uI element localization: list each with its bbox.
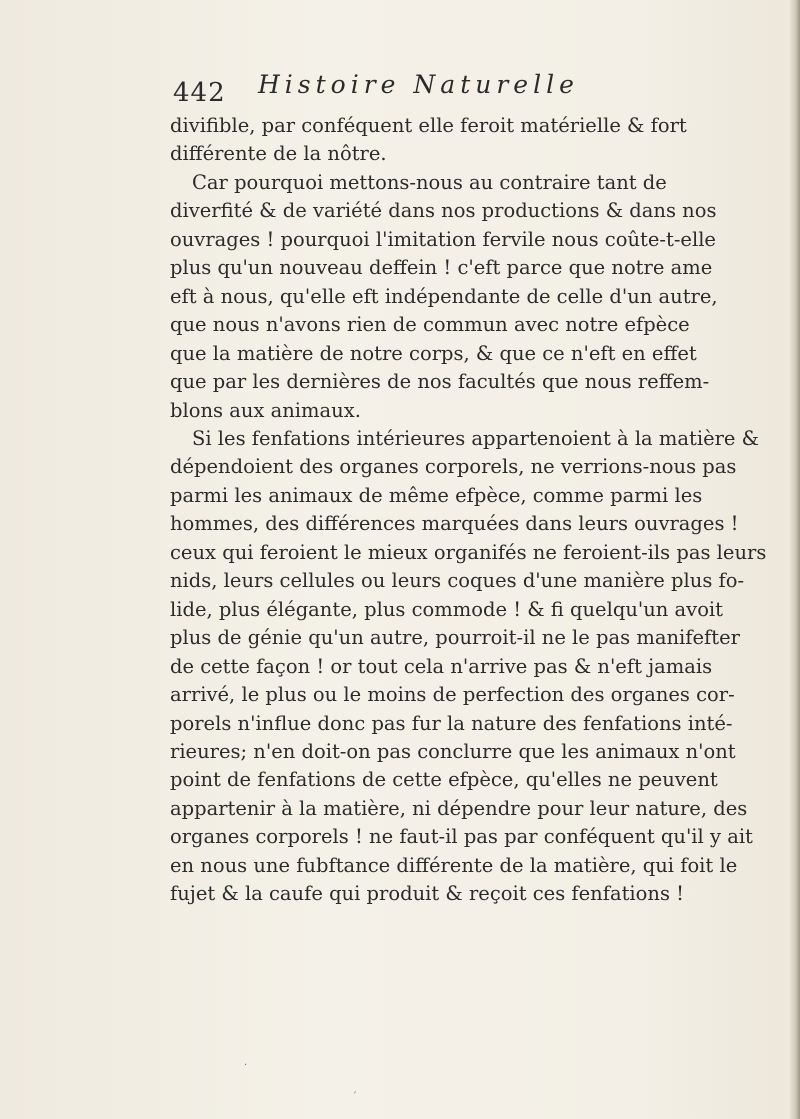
paper-speck: · (244, 1060, 248, 1071)
text-line: en nous une fubftance différente de la matière, qui foit le (170, 853, 738, 877)
text-line: fujet & la caufe qui produit & reçoit ces fenfations ! (170, 882, 684, 906)
text-line: nids, leurs cellules ou leurs coques d'une manière plus fo- (170, 569, 745, 593)
text-line: de cette façon ! or tout cela n'arrive pas & n'eft jamais (170, 654, 713, 678)
running-head: Histoire Naturelle (258, 70, 579, 99)
text-line: blons aux animaux. (170, 398, 361, 422)
text-line: que par les dernières de nos facultés que nous reffem- (170, 370, 710, 394)
text-line: organes corporels ! ne faut-il pas par conféquent qu'il y ait (170, 825, 753, 849)
text-line: rieures; n'en doit-on pas conclurre que les animaux n'ont (170, 739, 736, 763)
text-line: ceux qui feroient le mieux organifés ne feroient-ils pas leurs (170, 540, 767, 564)
text-line: plus qu'un nouveau deffein ! c'eft parce que notre ame (170, 256, 713, 280)
text-line: porels n'influe donc pas fur la nature des fenfations inté- (170, 711, 733, 735)
text-line: parmi les animaux de même efpèce, comme parmi les (170, 483, 703, 507)
text-line: Si les fenfations intérieures appartenoient à la matière & (192, 426, 760, 450)
text-line: différente de la nôtre. (170, 142, 387, 166)
text-line: appartenir à la matière, ni dépendre pour leur nature, des (170, 796, 748, 820)
page-edge (790, 0, 800, 1119)
text-line: Car pourquoi mettons-nous au contraire tant de (192, 170, 667, 194)
text-line: plus de génie qu'un autre, pourroit-il ne le pas manifefter (170, 626, 740, 650)
text-line: dépendoient des organes corporels, ne verrions-nous pas (170, 455, 737, 479)
text-line: eft à nous, qu'elle eft indépendante de celle d'un autre, (170, 284, 718, 308)
page-number: 442 (173, 78, 226, 108)
paper-speck: ˊ (352, 1092, 357, 1103)
body-text (170, 112, 767, 909)
text-line: ouvrages ! pourquoi l'imitation fervile nous coûte-t-elle (170, 227, 716, 251)
text-line: arrivé, le plus ou le moins de perfection des organes cor- (170, 683, 735, 707)
text-line: hommes, des différences marquées dans leurs ouvrages ! (170, 512, 739, 536)
text-line: point de fenfations de cette efpèce, qu'elles ne peuvent (170, 768, 718, 792)
text-line: divifible, par conféquent elle feroit matérielle & fort (170, 114, 687, 137)
text-line: diverfité & de variété dans nos productions & dans nos (170, 199, 717, 223)
text-line: que la matière de notre corps, & que ce n'eft en effet (170, 341, 697, 365)
text-line: lide, plus élégante, plus commode ! & fi quelqu'un avoit (170, 597, 724, 621)
text-line: que nous n'avons rien de commun avec notre efpèce (170, 313, 690, 337)
